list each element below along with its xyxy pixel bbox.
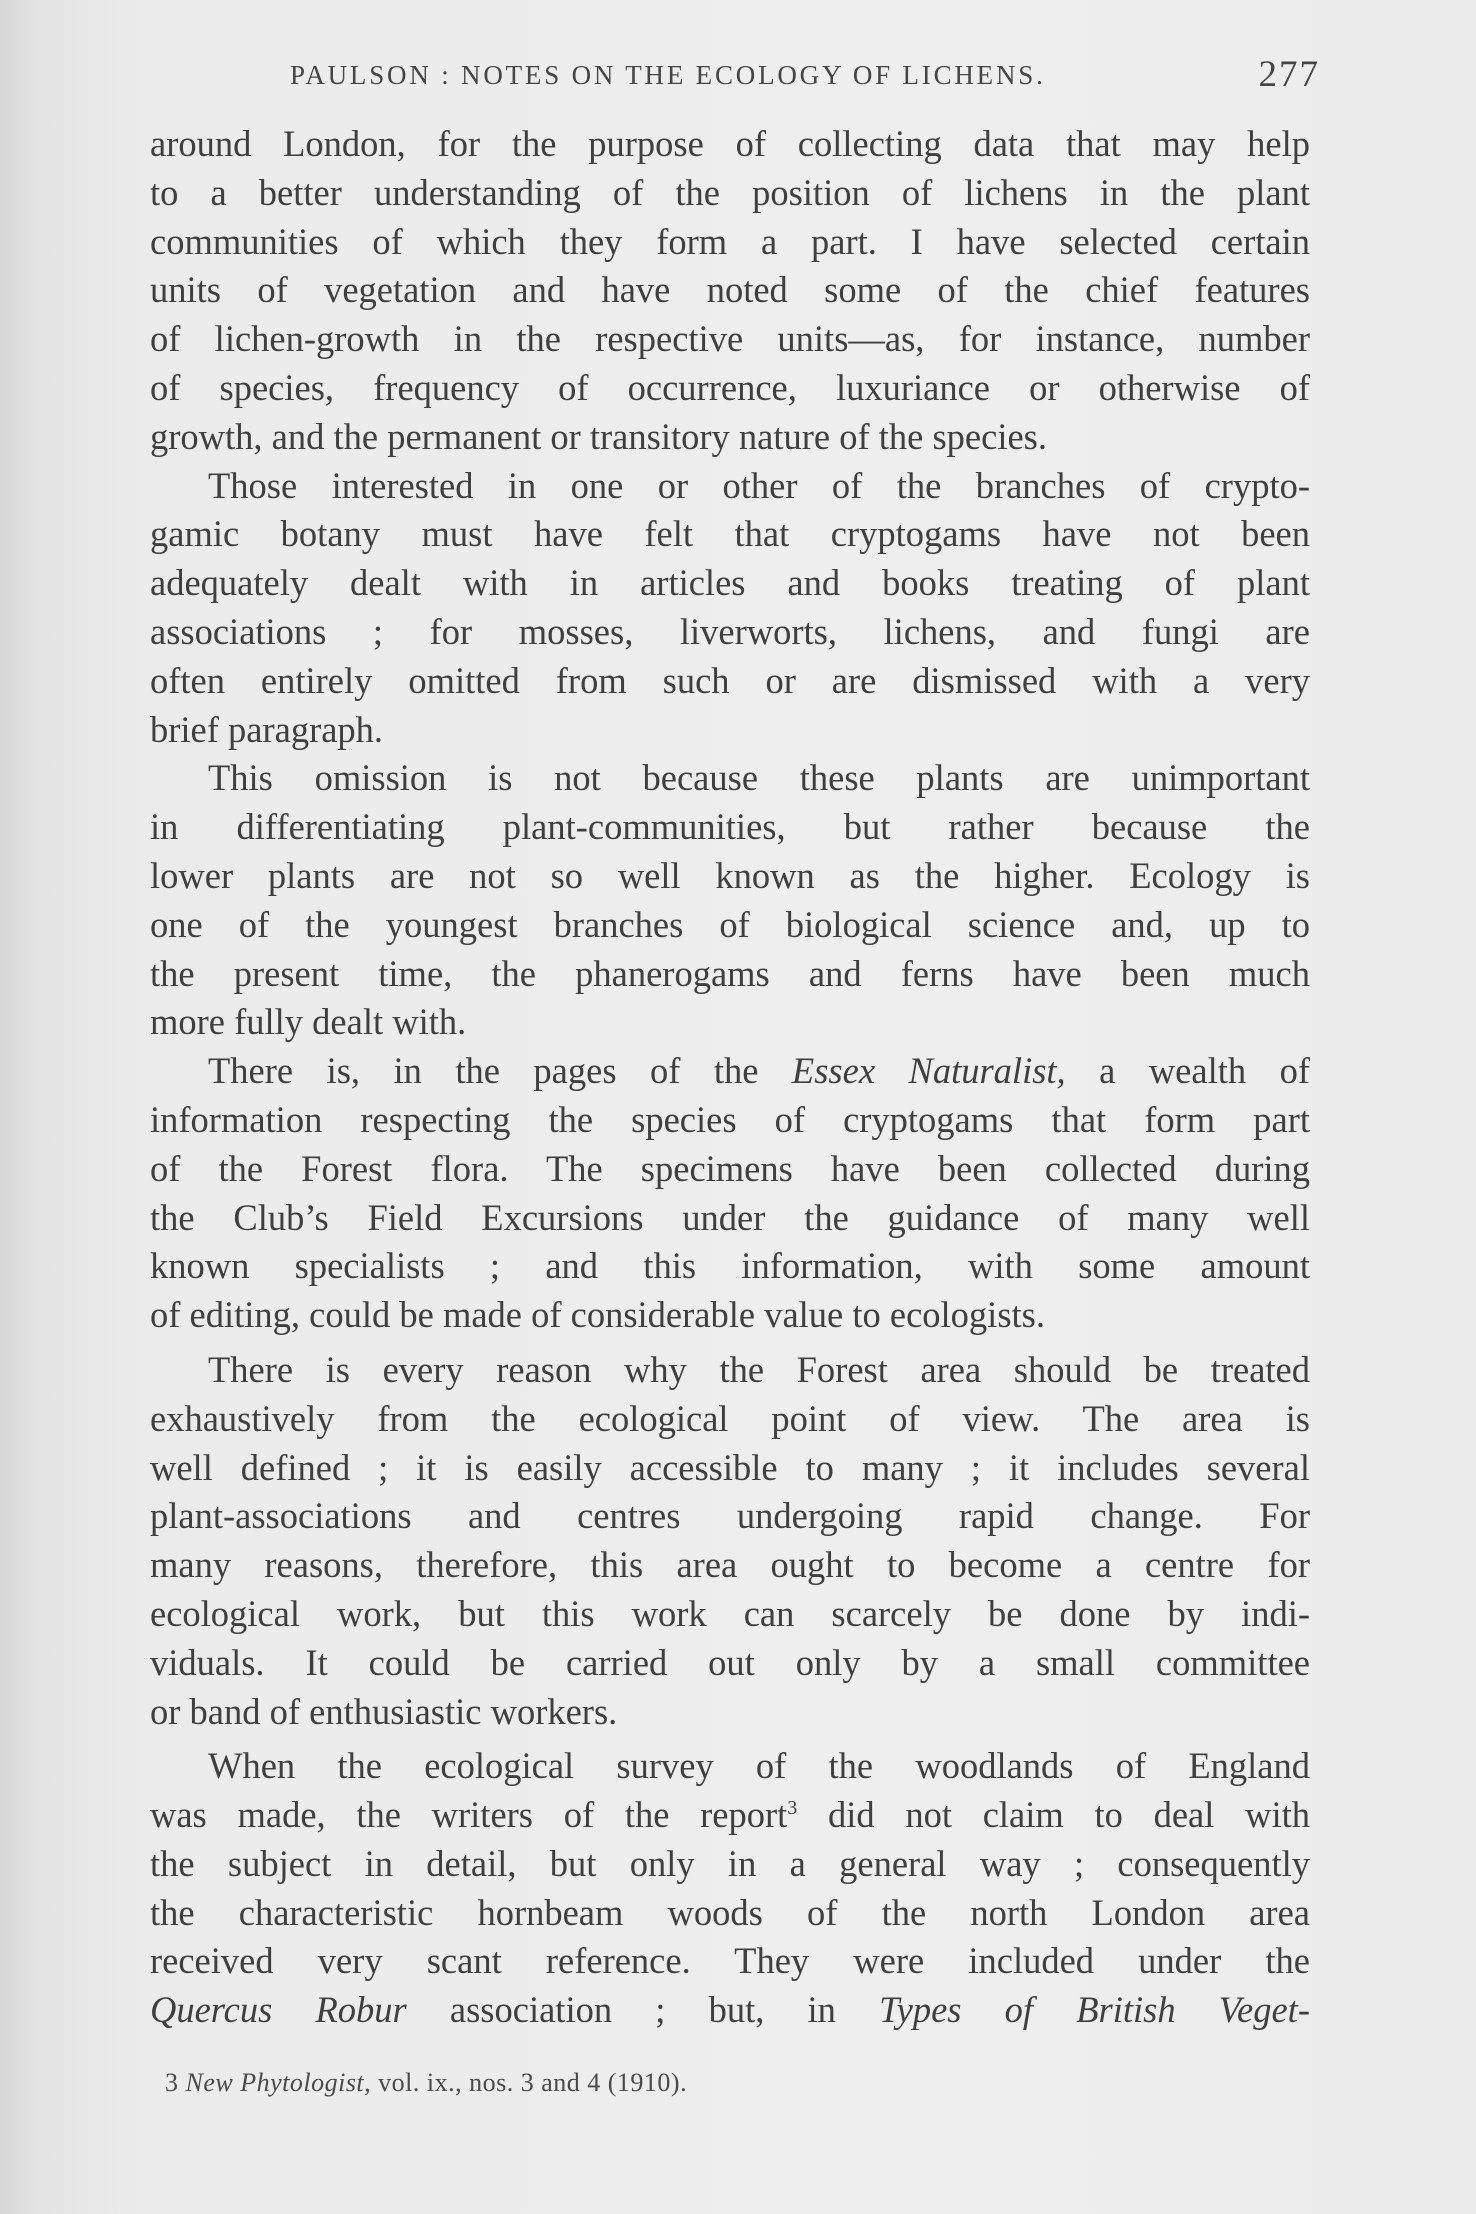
paragraph-1: [150, 120, 1310, 462]
text-run: did not claim to deal with: [797, 1794, 1310, 1836]
text-line: many reasons, therefore, this area ought to become a centre for: [150, 1544, 1310, 1586]
text-run: There is, in the pages of the: [208, 1050, 792, 1092]
text-line: the Club’s Field Excursions under the guidance of many well: [150, 1196, 1310, 1238]
text-line: [150, 1791, 1310, 1840]
paragraph-5: [150, 1346, 1310, 1736]
text-line: communities of which they form a part. I have selected certain: [150, 220, 1310, 262]
body-text: [150, 120, 1310, 2035]
text-line: of species, frequency of occurrence, luxuriance or otherwise of: [150, 366, 1310, 408]
text-line: well defined ; it is easily accessible to many ; it includes several: [150, 1446, 1310, 1488]
footnote: [165, 2068, 687, 2098]
text-line: more fully dealt with.: [150, 1001, 467, 1043]
footnote-journal: New Phytologist,: [185, 2068, 372, 2097]
text-line: of editing, could be made of considerable value to ecologists.: [150, 1294, 1045, 1336]
text-line: the characteristic hornbeam woods of the north London area: [150, 1891, 1310, 1933]
text-run: a wealth of: [1065, 1050, 1310, 1092]
text-line: growth, and the permanent or transitory nature of the species.: [150, 415, 1047, 457]
text-line: in differentiating plant-communities, but rather because the: [150, 806, 1310, 848]
text-line: exhaustively from the ecological point of view. The area is: [150, 1397, 1310, 1439]
text-line: plant-associations and centres undergoing rapid change. For: [150, 1495, 1310, 1537]
text-run: was made, the writers of the report: [150, 1794, 788, 1836]
paragraph-3: [150, 754, 1310, 1047]
paragraph-2: [150, 462, 1310, 755]
text-line: There is every reason why the Forest area should be treated: [208, 1348, 1310, 1390]
text-line: brief paragraph.: [150, 708, 384, 750]
text-line: Those interested in one or other of the branches of crypto-: [208, 464, 1310, 506]
text-line: [150, 1986, 1310, 2035]
paragraph-4: [150, 1047, 1310, 1340]
text-line: information respecting the species of cryptogams that form part: [150, 1098, 1310, 1140]
text-run: association ; but, in: [406, 1989, 880, 2031]
book-title: Types of British Veget-: [879, 1989, 1310, 2031]
text-line: the subject in detail, but only in a general way ; consequently: [150, 1842, 1310, 1884]
running-head: [150, 50, 1320, 100]
species-name: Quercus Robur: [150, 1989, 407, 2031]
text-line: lower plants are not so well known as the higher. Ecology is: [150, 854, 1310, 896]
page-number: 277: [1258, 54, 1320, 95]
text-line: received very scant reference. They were included under the: [150, 1940, 1310, 1982]
text-line: one of the youngest branches of biological science and, up to: [150, 903, 1310, 945]
text-line: around London, for the purpose of collecting data that may help: [150, 123, 1310, 164]
text-line: known specialists ; and this information, with some amount: [150, 1245, 1310, 1287]
text-line: When the ecological survey of the woodlands of England: [208, 1745, 1310, 1787]
text-line: of the Forest flora. The specimens have been collected during: [150, 1147, 1310, 1189]
text-line: associations ; for mosses, liverworts, lichens, and fungi are: [150, 610, 1310, 652]
text-line: the present time, the phanerogams and ferns have been much: [150, 952, 1310, 994]
text-line: often entirely omitted from such or are dismissed with a very: [150, 659, 1310, 701]
text-line: of lichen-growth in the respective units—as, for instance, number: [150, 318, 1310, 360]
text-line: This omission is not because these plants are unimportant: [208, 757, 1310, 799]
text-line: gamic botany must have felt that cryptogams have not been: [150, 513, 1310, 555]
text-line: ecological work, but this work can scarcely be done by indi-: [150, 1592, 1310, 1634]
text-line: or band of enthusiastic workers.: [150, 1690, 618, 1732]
footnote-number: 3: [165, 2068, 179, 2097]
text-line: units of vegetation and have noted some of the chief features: [150, 269, 1310, 311]
text-line: to a better understanding of the position of lichens in the plant: [150, 171, 1310, 213]
footnote-reference: 3: [787, 1796, 798, 1819]
footnote-text: vol. ix., nos. 3 and 4 (1910).: [371, 2068, 688, 2097]
journal-title: Essex Naturalist,: [791, 1050, 1066, 1092]
text-line: viduals. It could be carried out only by a small committee: [150, 1641, 1310, 1683]
running-title: PAULSON : NOTES ON THE ECOLOGY OF LICHENS.: [290, 60, 1046, 90]
paragraph-6: [150, 1742, 1310, 2035]
text-line: adequately dealt with in articles and books treating of plant: [150, 562, 1310, 604]
text-line: [150, 1047, 1310, 1096]
